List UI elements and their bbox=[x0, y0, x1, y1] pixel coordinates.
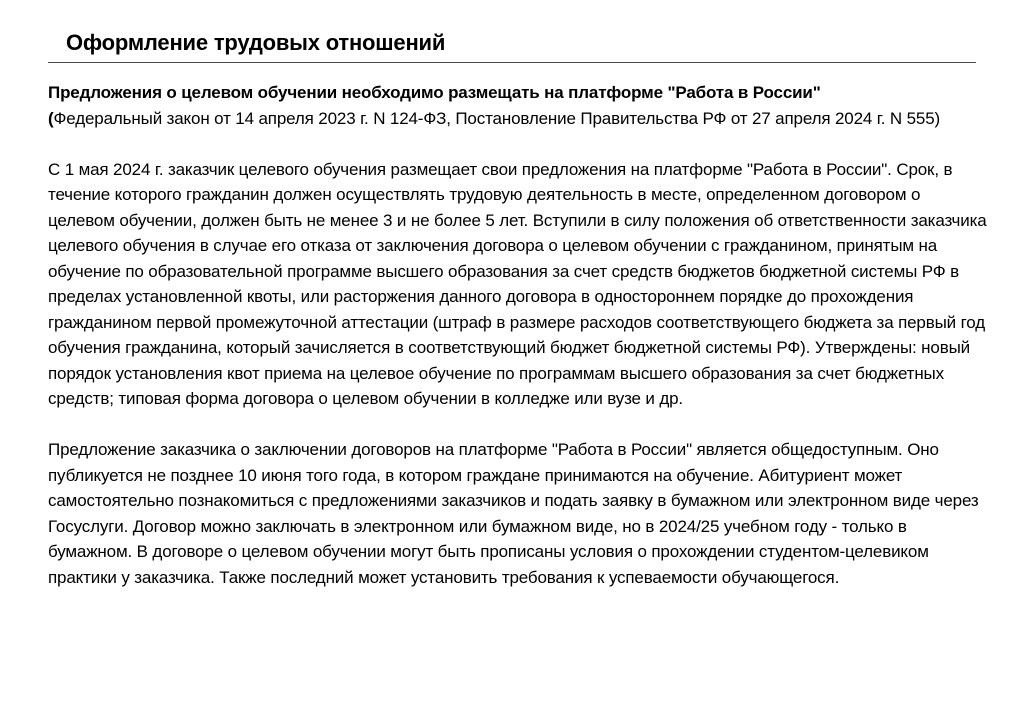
intro-block bbox=[48, 80, 988, 131]
page-title: Оформление трудовых отношений bbox=[66, 30, 446, 55]
paragraph-2: Предложение заказчика о заключении договоров на платформе "Работа в России" является общедоступным. Оно публикуется не позднее 10 июня того года, в котором граждане принимаются на обучение. Абитуриент может самостоятельно познакомиться с предложениями заказчиков и подать заявку в бумажном или электронном виде через Госуслуги. Договор можно заключать в электронном или бумажном виде, но в 2024/25 учебном году - только в бумажном. В договоре о целевом обучении могут быть прописаны условия о прохождении студентом-целевиком практики у заказчика. Также последний может установить требования к успеваемости обучающегося. bbox=[48, 440, 979, 587]
paragraph-1: С 1 мая 2024 г. заказчик целевого обучения размещает свои предложения на платформе "Работа в России". Срок, в течение которого гражданин должен осуществлять трудовую деятельность в месте, определенном договором о целевом обучении, должен быть не менее 3 и не более 5 лет. Вступили в силу положения об ответственности заказчика целевого обучения в случае его отказа от заключения договора о целевом обучении с гражданином, принятым на обучение по образовательной программе высшего образования за счет средств бюджетов бюджетной системы РФ в пределах установленной квоты, или расторжения данного договора в одностороннем порядке до прохождения гражданином первой промежуточной аттестации (штраф в размере расходов соответствующего бюджета за первый год обучения гражданина, который зачисляется в соответствующий бюджет бюджетной системы РФ). Утверждены: новый порядок установления квот приема на целевое обучение по программам высшего образования за счет бюджетных средств; типовая форма договора о целевом обучении в колледже или вузе и др. bbox=[48, 159, 987, 408]
title-divider bbox=[48, 62, 976, 63]
intro-heading: Предложения о целевом обучении необходимо размещать на платформе "Работа в России" bbox=[48, 83, 821, 102]
paragraph-spacer bbox=[48, 131, 988, 157]
intro-reference: Федеральный закон от 14 апреля 2023 г. N 124-ФЗ, Постановление Правительства РФ от 27 апреля 2024 г. N 555) bbox=[53, 108, 941, 128]
paragraph-spacer bbox=[48, 412, 988, 438]
intro-open-paren: ( bbox=[48, 108, 54, 128]
document-body bbox=[48, 80, 988, 590]
